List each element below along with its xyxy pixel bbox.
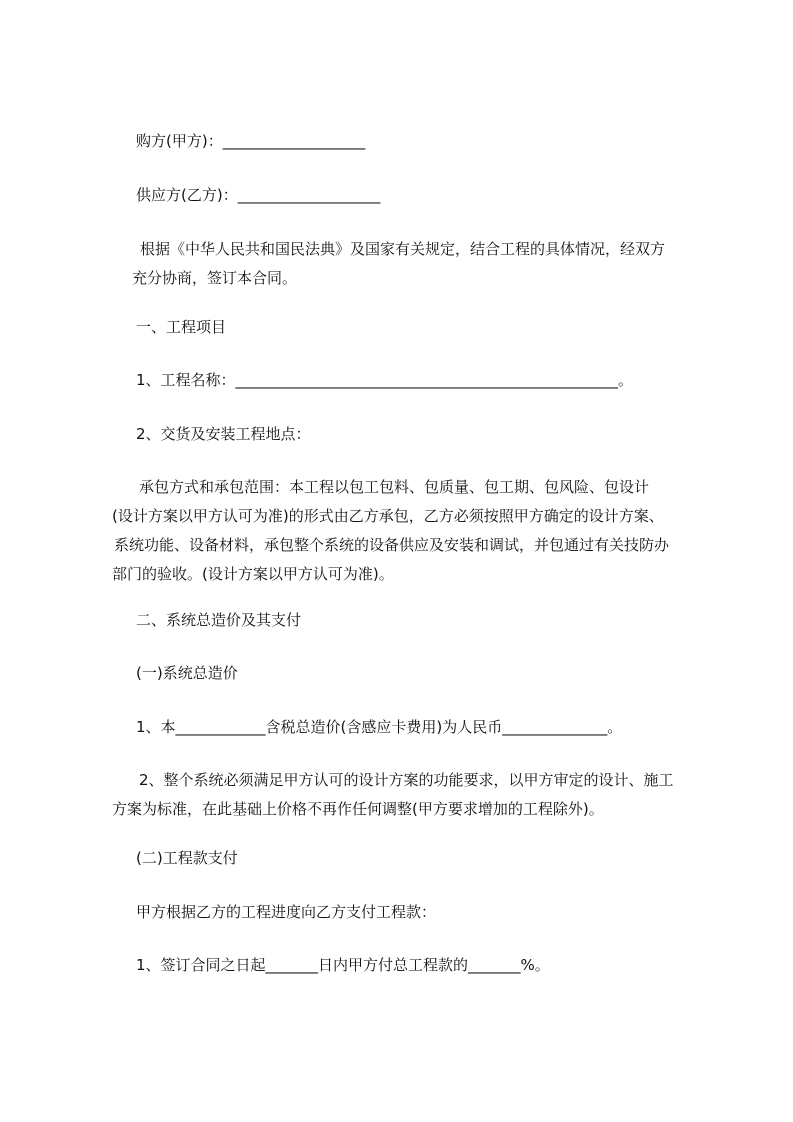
buyer-line: 购方(甲方)：___________________ bbox=[136, 132, 366, 150]
payment-intro: 甲方根据乙方的工程进度向乙方支付工程款： bbox=[136, 903, 437, 921]
intro-line-1: 根据《中华人民共和国民法典》及国家有关规定，结合工程的具体情况，经双方 bbox=[140, 240, 666, 258]
intro-paragraph bbox=[132, 235, 666, 293]
section-1-heading: 一、工程项目 bbox=[136, 318, 227, 336]
scope-line-1: 承包方式和承包范围：本工程以包工包料、包质量、包工期、包风险、包设计 bbox=[139, 478, 650, 496]
price-item-2-line-2: 方案为标准，在此基础上价格不再作任何调整(甲方要求增加的工程除外)。 bbox=[112, 800, 604, 818]
supplier-line: 供应方(乙方)：___________________ bbox=[136, 186, 381, 204]
item-delivery-location: 2、交货及安装工程地点： bbox=[136, 425, 311, 443]
intro-line-2: 充分协商，签订本合同。 bbox=[132, 269, 298, 287]
sub-2-heading: (二)工程款支付 bbox=[136, 849, 238, 867]
price-item-2-line-1: 2、整个系统必须满足甲方认可的设计方案的功能要求，以甲方审定的设计、施工 bbox=[139, 771, 674, 789]
item-project-name: 1、工程名称：___________________________________________________。 bbox=[136, 371, 634, 389]
scope-line-2: (设计方案以甲方认可为准)的形式由乙方承包，乙方必须按照甲方确定的设计方案、 bbox=[112, 507, 664, 525]
sub-1-heading: (一)系统总造价 bbox=[136, 664, 238, 682]
price-item-2 bbox=[112, 766, 674, 824]
payment-item-1: 1、签订合同之日起_______日内甲方付总工程款的_______%。 bbox=[136, 956, 550, 974]
section-2-heading: 二、系统总造价及其支付 bbox=[136, 611, 302, 629]
scope-line-4: 部门的验收。(设计方案以甲方认可为准)。 bbox=[112, 565, 394, 583]
scope-paragraph bbox=[112, 473, 669, 589]
price-item-1: 1、本____________含税总造价(含感应卡费用)为人民币______________。 bbox=[136, 718, 623, 736]
scope-line-3: 系统功能、设备材料，承包整个系统的设备供应及安装和调试，并包通过有关技防办 bbox=[114, 536, 670, 554]
